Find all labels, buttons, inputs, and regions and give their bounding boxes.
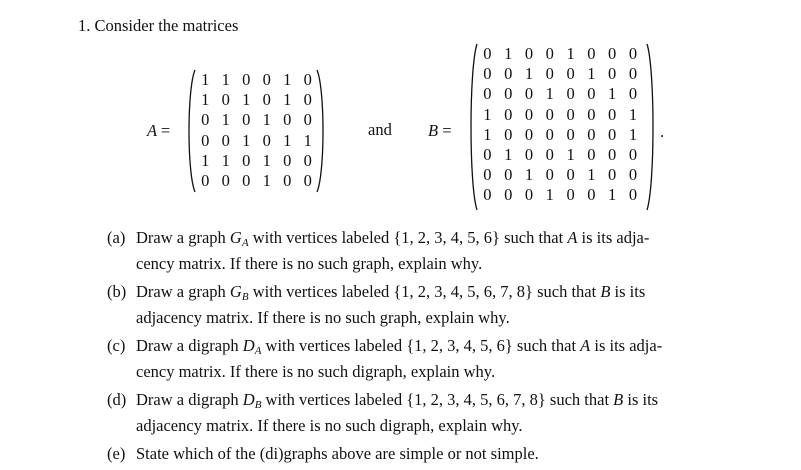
matrix-a-cell: 0 bbox=[283, 150, 292, 170]
matrix-a-cell: 0 bbox=[242, 110, 251, 130]
matrix-a-cell: 1 bbox=[221, 150, 230, 170]
matrix-b-cell: 0 bbox=[504, 84, 513, 104]
matrix-a-cell: 1 bbox=[201, 70, 210, 89]
matrix-a-cell: 1 bbox=[262, 110, 271, 130]
matrix-b-cell: 0 bbox=[524, 124, 534, 144]
matrix-b-grid bbox=[477, 44, 643, 206]
matrix-b-right-paren bbox=[646, 43, 658, 211]
matrix-b-cell: 0 bbox=[608, 165, 617, 185]
matrix-b-cell: 0 bbox=[608, 144, 617, 164]
matrix-b-cell: 0 bbox=[524, 185, 534, 205]
matrix-b-cell: 0 bbox=[608, 44, 617, 63]
matrix-b-cell: 0 bbox=[587, 44, 596, 63]
matrix-b-cell: 0 bbox=[524, 44, 534, 63]
matrix-b-cell: 0 bbox=[628, 44, 638, 63]
matrix-a-cell: 0 bbox=[303, 70, 312, 89]
part-a: (a) Draw a graph GA with vertices labeled {1, 2, 3, 4, 5, 6} such that A is its adja- cency matrix. If there is no such graph, explain why. bbox=[107, 228, 650, 273]
matrix-b-cell: 1 bbox=[587, 165, 596, 185]
matrix-a-grid bbox=[195, 70, 318, 191]
matrix-b-label: B = bbox=[428, 121, 452, 140]
matrix-b-cell: 0 bbox=[483, 64, 492, 84]
matrix-b-cell: 0 bbox=[545, 124, 554, 144]
matrix-b-cell: 0 bbox=[628, 144, 638, 164]
matrix-b-cell: 0 bbox=[545, 144, 554, 164]
matrix-b-cell: 0 bbox=[545, 104, 554, 124]
matrix-b-cell: 0 bbox=[524, 144, 534, 164]
matrix-b-cell: 1 bbox=[608, 185, 617, 205]
matrix-a-cell: 0 bbox=[303, 150, 312, 170]
matrix-a-cell: 0 bbox=[303, 110, 312, 130]
matrix-a-cell: 0 bbox=[201, 170, 210, 190]
matrix-b-cell: 0 bbox=[566, 104, 575, 124]
part-label: (d) bbox=[107, 390, 127, 409]
matrix-b-cell: 0 bbox=[587, 144, 596, 164]
matrix-b-cell: 1 bbox=[483, 104, 492, 124]
part-label: (b) bbox=[107, 282, 127, 301]
matrix-a-cell: 0 bbox=[303, 90, 312, 110]
matrix-b-cell: 0 bbox=[608, 64, 617, 84]
matrix-b-cell: 0 bbox=[566, 124, 575, 144]
matrix-b-cell: 1 bbox=[545, 185, 554, 205]
matrix-a-cell: 1 bbox=[221, 70, 230, 89]
problem-number: 1. bbox=[78, 16, 91, 35]
matrix-b-cell: 0 bbox=[628, 84, 638, 104]
part-label: (a) bbox=[107, 228, 126, 247]
matrix-a-cell: 0 bbox=[221, 90, 230, 110]
matrix-b-cell: 0 bbox=[545, 64, 554, 84]
matrix-b-cell: 0 bbox=[628, 185, 638, 205]
matrix-a-cell: 0 bbox=[201, 130, 210, 150]
matrix-a-cell: 0 bbox=[283, 110, 292, 130]
matrix-a-cell: 0 bbox=[221, 130, 230, 150]
matrix-b-cell: 0 bbox=[608, 104, 617, 124]
matrix-definitions bbox=[0, 38, 801, 220]
matrix-b-cell: 0 bbox=[504, 124, 513, 144]
part-c: (c) Draw a digraph DA with vertices labeled {1, 2, 3, 4, 5, 6} such that A is its adja- cency matrix. If there is no such digraph, explain why. bbox=[107, 336, 663, 381]
matrix-b-cell: 0 bbox=[587, 185, 596, 205]
matrix-a-cell: 0 bbox=[221, 170, 230, 190]
matrix-a-cell: 0 bbox=[242, 70, 251, 89]
matrix-a-cell: 1 bbox=[221, 110, 230, 130]
matrix-b-period: . bbox=[660, 122, 665, 141]
matrix-b-cell: 0 bbox=[566, 64, 575, 84]
exercise-parts bbox=[107, 226, 767, 470]
matrix-b-cell: 1 bbox=[524, 64, 534, 84]
matrix-a-cell: 0 bbox=[242, 150, 251, 170]
matrix-a-cell: 0 bbox=[303, 170, 312, 190]
part-label: (e) bbox=[107, 444, 126, 463]
matrix-b bbox=[466, 43, 658, 211]
matrix-b-cell: 0 bbox=[504, 185, 513, 205]
matrix-b-cell: 0 bbox=[504, 64, 513, 84]
matrix-b-cell: 0 bbox=[587, 104, 596, 124]
matrix-a-cell: 1 bbox=[262, 170, 271, 190]
matrix-b-cell: 1 bbox=[566, 144, 575, 164]
matrix-b-cell: 1 bbox=[628, 104, 638, 124]
matrix-b-cell: 1 bbox=[483, 124, 492, 144]
matrix-a-cell: 1 bbox=[242, 130, 251, 150]
matrix-b-cell: 1 bbox=[504, 44, 513, 63]
matrix-b-cell: 0 bbox=[566, 185, 575, 205]
matrix-b-cell: 0 bbox=[608, 124, 617, 144]
matrix-b-cell: 0 bbox=[566, 165, 575, 185]
matrix-a-cell: 1 bbox=[201, 150, 210, 170]
matrix-a-cell: 1 bbox=[283, 90, 292, 110]
matrix-b-cell: 0 bbox=[628, 165, 638, 185]
matrix-b-cell: 0 bbox=[566, 84, 575, 104]
matrix-b-cell: 1 bbox=[628, 124, 638, 144]
matrix-b-cell: 0 bbox=[483, 44, 492, 63]
matrix-b-cell: 0 bbox=[628, 64, 638, 84]
matrix-a-cell: 0 bbox=[283, 170, 292, 190]
matrix-b-cell: 1 bbox=[587, 64, 596, 84]
matrix-a-cell: 0 bbox=[262, 70, 271, 89]
matrix-a-cell: 1 bbox=[201, 90, 210, 110]
matrix-b-cell: 0 bbox=[524, 84, 534, 104]
matrix-a-cell: 1 bbox=[303, 130, 312, 150]
matrix-a-cell: 0 bbox=[242, 170, 251, 190]
part-d: (d) Draw a digraph DB with vertices labeled {1, 2, 3, 4, 5, 6, 7, 8} such that B is its adjacency matrix. If there is no such digraph, explain why. bbox=[107, 390, 659, 435]
matrix-b-cell: 0 bbox=[483, 144, 492, 164]
matrix-b-cell: 0 bbox=[483, 165, 492, 185]
matrix-b-cell: 1 bbox=[545, 84, 554, 104]
connector-and: and bbox=[368, 120, 392, 139]
matrix-a bbox=[184, 69, 328, 193]
matrix-b-cell: 1 bbox=[566, 44, 575, 63]
matrix-b-cell: 1 bbox=[524, 165, 534, 185]
matrix-a-cell: 1 bbox=[242, 90, 251, 110]
matrix-b-cell: 0 bbox=[545, 165, 554, 185]
matrix-b-cell: 0 bbox=[483, 185, 492, 205]
problem-header bbox=[78, 16, 238, 36]
matrix-a-cell: 0 bbox=[262, 90, 271, 110]
matrix-b-cell: 1 bbox=[608, 84, 617, 104]
part-e: (e) State which of the (di)graphs above are simple or not simple. bbox=[107, 442, 767, 466]
matrix-b-cell: 0 bbox=[587, 124, 596, 144]
matrix-b-cell: 0 bbox=[587, 84, 596, 104]
problem-intro: Consider the matrices bbox=[94, 16, 239, 35]
matrix-b-cell: 0 bbox=[524, 104, 534, 124]
matrix-b-cell: 0 bbox=[483, 84, 492, 104]
matrix-a-right-paren bbox=[316, 69, 328, 193]
matrix-b-cell: 1 bbox=[504, 144, 513, 164]
matrix-a-cell: 1 bbox=[262, 150, 271, 170]
part-label: (c) bbox=[107, 336, 126, 355]
matrix-b-cell: 0 bbox=[545, 44, 554, 63]
matrix-a-cell: 1 bbox=[283, 70, 292, 89]
part-b: (b) Draw a graph GB with vertices labeled {1, 2, 3, 4, 5, 6, 7, 8} such that B is its adjacency matrix. If there is no such graph, explain why. bbox=[107, 282, 646, 327]
matrix-a-cell: 0 bbox=[262, 130, 271, 150]
matrix-a-label: A = bbox=[147, 121, 171, 140]
matrix-a-cell: 0 bbox=[201, 110, 210, 130]
matrix-a-cell: 1 bbox=[283, 130, 292, 150]
matrix-b-cell: 0 bbox=[504, 165, 513, 185]
matrix-b-cell: 0 bbox=[504, 104, 513, 124]
